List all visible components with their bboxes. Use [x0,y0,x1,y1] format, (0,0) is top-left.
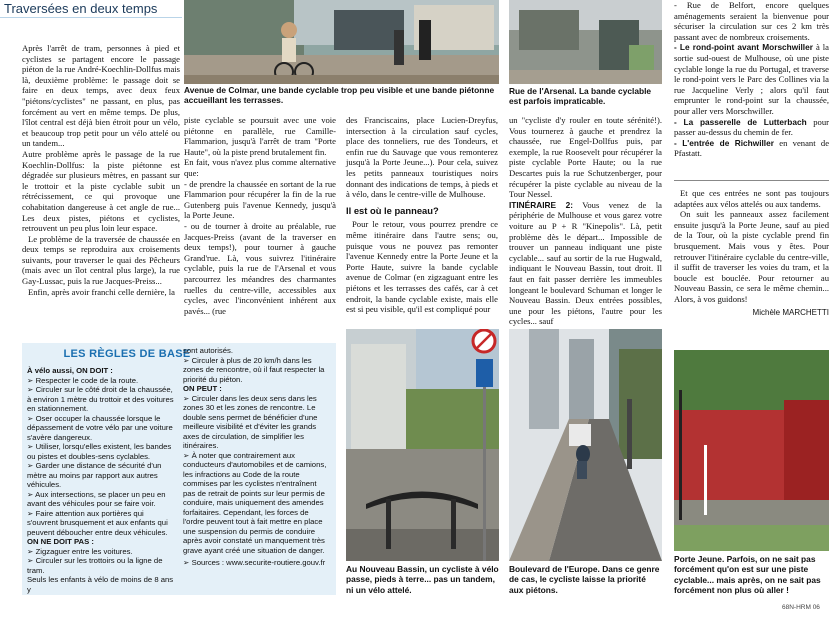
column-3 [346,115,498,315]
photo-avenue-colmar [184,0,499,84]
list-item: - Le rond-point avant Morschwiller à la sortie sud-ouest de Mulhouse, où une piste cyclable longe la rue du Portugal, et traverse le rond-point vers le Parc des Collines via la rue Jacqueline Verly ; alors qu'il faut emprunter le rond-point sur la chaussée, pour aller vers Morschwiller. [674,42,829,116]
paragraph: - de prendre la chaussée en sortant de la rue Flammarion pour récupérer la fin de la rue Gutenberg puis l'avenue Kennedy, jusqu'à la Porte Jeune. [184,178,336,221]
photo-rue-arsenal [509,0,662,84]
rule-item: ➢ Utiliser, lorsqu'elles existent, les bandes ou pistes et doubles-sens cyclables. [27,442,172,461]
list-item: - La passerelle de Lutterbach pour passer au-dessus du chemin de fer. [674,116,829,138]
page-code: 68N-HRM 06 [782,604,820,611]
paragraph: Enfin, après avoir franchi celle dernière, la [28,286,175,297]
subheading: Il est où le panneau? [346,204,439,216]
rule-item: ➢ Aux intersections, se placer un peu en avant des véhicules pour se faire voir. [27,489,166,508]
column-5 [674,0,829,159]
paragraph: des Franciscains, place Lucien-Dreyfus, intersection à la circulation sauf cycles, place des tonneliers, rue des Tondeurs, et enfin rue du Sauvage que vous remonterez jusqu'à la Porte Jeune...). Pour cela, suivez les petits panneaux touristiques noirs donnant des indications de temps, à pieds et à vélo, dans le centre-ville de Mulhouse. [346,115,498,200]
column-2 [184,115,336,316]
photo-nouveau-bassin [346,329,499,561]
rules-mustnot-title: ON NE DOIT PAS : [27,537,94,546]
rule-item: ➢ Garder une distance de sécurité d'un mètre au moins par rapport aux autres véhicules. [27,461,162,489]
list-item: - L'entrée de Richwiller en venant de Pfastatt. [674,137,830,159]
rules-can-title: ON PEUT : [183,384,222,393]
photo-porte-jeune [674,350,829,551]
itinerary-label: ITINÉRAIRE 2: [509,199,573,210]
caption-porte-jeune: Porte Jeune. Parfois, on ne sait pas forcément qu'on est sur une piste cyclable... mais après, on ne sait pas forcément non plus où aller ! [674,554,821,596]
rule-item: ➢ À noter que contrairement aux conducteurs d'automobiles et de camions, les infractions au Code de la route commises par les cyclistes n'entraînent pas de retrait de points sur leur permis de conduire, mais uniquement des amendes forfaitaires. Cependant, les forces de l'ordre peuvent tout à fait mettre en place une suspension du permis de conduire après avoir constaté un manquement très grave ayant créé une situation de danger. [183,450,327,555]
rule-item: ➢ Circuler dans les deux sens dans les zones 30 et les zones de rencontre. Le double sens permet de bénéficier d'une meilleure visibilité et d'éviter les grands axes de circulation, de simplifier les itinéraires. [183,393,318,450]
paragraph: Autre problème après le passage de la rue Koechlin-Dollfus: la piste piétonne est dégradée sur plusieurs mètres, en passant sur le trottoir et la piste cyclable subit un rétrécissement, ce qui provoque une cohabitation dangereuse à cet angle de rue... Les deux pistes, piétons et cyclistes, retrouvent un peu plus loin leur espace. [22,148,180,234]
rules-box [22,343,336,595]
column-1 [22,43,180,297]
header-bar [0,0,182,18]
rule-item: ➢ Oser occuper la chaussée lorsque le dépassement de votre vélo par une voiture s'avère dangereux. [27,413,173,442]
rule-item: ➢ Circuler à plus de 20 km/h dans les zones de rencontre, où il faut respecter la priorité du piéton. [183,355,325,384]
caption-boulevard-europe: Boulevard de l'Europe. Dans ce genre de cas, le cycliste laisse la priorité aux piétons. [509,564,660,595]
rule-item: ➢ Faire attention aux portières qui s'ouvrent brusquement et aux enfants qui peuvent déboucher entre deux véhicules. [27,508,168,537]
paragraph: un "cycliste d'y rouler en toute sérénité!). Vous tournerez à gauche et prendrez la chaussée, rue Engel-Dollfus puis, par exemple, la rue Roosevelt pour récupérer la piste cyclable Porte Haute; ou la rue Descartes puis la rue Schutzenberger, pour récupérer la piste cyclable au niveau de la Tour Nessel. [509,115,662,200]
column-4 [509,115,662,327]
rules-col-left [27,366,175,594]
column-5-body [674,188,829,318]
rules-source: ➢ Sources : www.securite-routiere.gouv.fr [183,558,326,567]
rule-item: ➢ Zigzaguer entre les voitures. [27,546,133,556]
rules-must-title: À vélo aussi, ON DOIT : [27,366,113,375]
paragraph: En fait, vous n'avez plus comme alternative que: [184,157,336,178]
paragraph: On suit les panneaux assez facilement ensuite jusqu'à la Porte Jeune, sauf au pied de la Tour, où la piste cyclable prend fin brusquement. Mais vous y êtes. Pour retrouver l'itinéraire cyclable du centre-ville, il suffit de traverser les voies du tram, et la boucle est bouclée. Pour retourner au Nouveau Bassin, ce sera le même chemin... Alors, à vos guidons! [674,209,829,304]
paragraph: Et que ces entrées ne sont pas toujours adaptées aux vélos attelés ou aux tandems. [674,188,829,209]
rules-box-title: LES RÈGLES DE BASE [63,348,191,360]
page-title: Traversées en deux temps [4,1,158,16]
rule-item: ➢ Circuler sur les trottoirs ou la ligne de tram. [27,556,163,575]
rule-item: Seuls les enfants à vélo de moins de 8 ans y [27,575,174,594]
paragraph: Le problème de la traversée de chaussée en deux temps se reproduira aux croisements suivants, pour traverser le quai des Pêcheurs (mais avec un îlot central plus large), la rue Gay-Lussac, puis la rue Jacques-Preiss... [22,233,180,287]
caption-nouveau-bassin: Au Nouveau Bassin, un cycliste à vélo passe, pieds à terre... pas un tandem, ni un vélo attelé. [346,564,499,595]
author-signature: Michèle MARCHETTI [752,307,829,317]
rule-item: ➢ Respecter le code de la route. [27,375,139,385]
paragraph: Pour le retour, vous pourrez prendre ce même itinéraire dans l'autre sens; ou, puisque vous ne pouvez pas remonter l'avenue Kennedy entre la Porte Jeune et la Porte Haute, suivre la bande cyclable avenue de Colmar (en zigzaguant entre les piétons et les terrasses des cafés, car à cet endroit, la bande cyclable existe, mais elle est si peu visible, qu'il est compliqué pour [346,219,498,315]
caption-avenue-colmar: Avenue de Colmar, une bande cyclable trop peu visible et une bande piétonne accueillant les terrasses. [184,85,495,106]
paragraph: Après l'arrêt de tram, personnes à pied et cyclistes se partagent encore le passage piéton de la rue André-Koechlin-Dollfus mais là, deuxième problème: le passage doit se faire en deux temps, avec deux feux "piétons/cyclistes" ne passant, en plus, pas forcément au vert en même temps. De plus, l'îlot central est déjà bien étroit pour un vélo, et beaucoup trop petit pour un vélo attelé ou un tandem... [22,43,180,149]
rules-col-right [183,346,331,568]
rule-item: sont autorisés. [183,346,233,355]
paragraph: piste cyclable se poursuit avec une voie piétonne en parallèle, rue Camille-Flammarion, jusqu'à l'arrêt de tram "Porte Haute", où la piste prend brutalement fin. [184,115,336,157]
itinerary-text: Vous venez de la périphérie de Mulhouse et vous garez votre voiture au P + R "Kinepolis". Là, petit problème dès le départ... Impossible de trouver un panneau indiquant une piste cyclable... sauf au sortir de la rue Hugwald, indiquant le Nouveau Bassin, tout droit. Il faut en fait passer derrière les immeubles longeant le boulevard Schuman et longer le Nouveau Bassin. Deux entrées possibles, une pour les piétons, l'autre pour les cycles... sauf [509,199,662,327]
paragraph: - Rue de Belfort, encore quelques aménagements seraient la bienvenue pour sécuriser la circulation sur ces 2 km très passant avec de nombreux croisements. [674,0,829,42]
column-5-divider [674,180,829,181]
rule-item: ➢ Circuler sur le côté droit de la chaussée, à environ 1 mètre du trottoir et des voitures en stationnement. [27,385,174,413]
photo-boulevard-europe [509,329,662,561]
caption-rue-arsenal: Rue de l'Arsenal. La bande cyclable est parfois impraticable. [509,86,652,107]
paragraph: - ou de tourner à droite au préalable, rue Jacques-Preiss (avant de la traverser en deux temps!), pour tourner à gauche Grand'rue. Là, vous suivrez l'itinéraire cyclable, puis la rue de l'Arsenal et vous parcourrez les méandres des charmantes ruelles du centre-ville, accessibles aux cycles, avec l'inconvénient inhérent aux pavés... (rue [184,220,336,316]
